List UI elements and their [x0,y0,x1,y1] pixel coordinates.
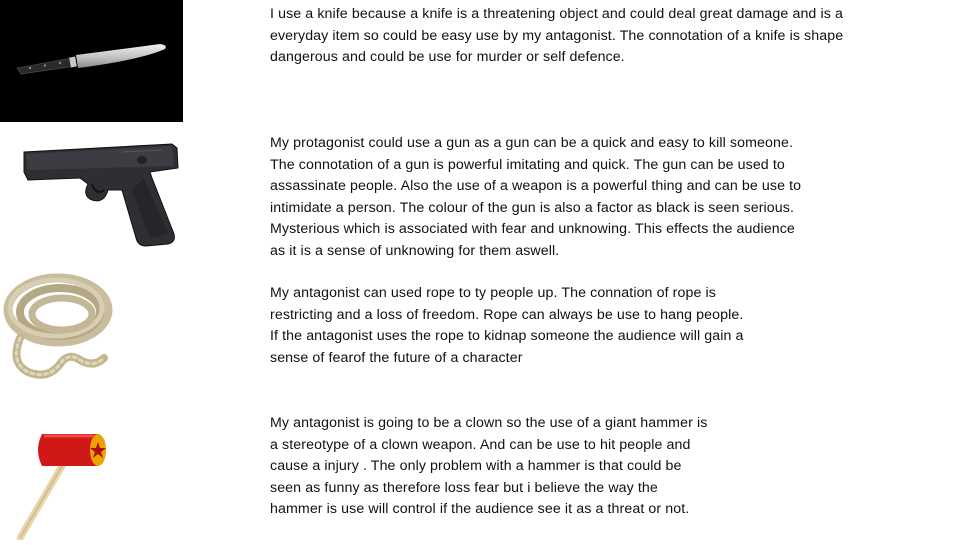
gun-image [22,138,182,250]
paragraph-line: hammer is use will control if the audience see it as a threat or not. [270,501,690,518]
hammer-icon [14,422,114,540]
knife-image [0,0,183,122]
paragraph-line: dangerous and could be use for murder or self defence. [270,49,625,66]
paragraph-line: If the antagonist uses the rope to kidnap someone the audience will gain a [270,328,744,345]
pistol-icon [22,138,182,250]
paragraph-line: seen as funny as therefore loss fear but i believe the way the [270,479,658,496]
paragraph-line: everyday item so could be easy use by my antagonist. The connotation of a knife is shape [270,27,844,44]
paragraph-line: My antagonist is going to be a clown so the use of a giant hammer is [270,415,708,431]
paragraph-line: I use a knife because a knife is a threatening object and could deal great damage and is a [270,6,843,22]
hammer-paragraph [270,413,707,521]
hammer-image [14,422,114,540]
paragraph-line: Mysterious which is associated with fear and unknowing. This effects the audience [270,221,795,238]
knife-paragraph [270,4,843,69]
paragraph-line: The connotation of a gun is powerful imitating and quick. The gun can be used to [270,156,785,173]
knife-icon [0,0,183,122]
rope-image [0,268,125,386]
rope-paragraph [270,283,744,369]
paragraph-line: sense of fearof the future of a character [270,349,523,366]
paragraph-line: My protagonist could use a gun as a gun can be a quick and easy to kill someone. [270,135,794,151]
paragraph-line: intimidate a person. The colour of the gun is also a factor as black is seen serious. [270,199,794,216]
gun-paragraph [270,133,801,263]
rope-icon [0,268,125,386]
paragraph-line: cause a injury . The only problem with a hammer is that could be [270,458,682,475]
paragraph-line: assassinate people. Also the use of a weapon is a powerful thing and can be use to [270,178,802,195]
paragraph-line: restricting and a loss of freedom. Rope can always be use to hang people. [270,306,744,323]
paragraph-line: a stereotype of a clown weapon. And can be use to hit people and [270,436,691,453]
paragraph-line: My antagonist can used rope to ty people up. The connation of rope is [270,285,716,301]
paragraph-line: as it is a sense of unknowing for them aswell. [270,242,560,259]
